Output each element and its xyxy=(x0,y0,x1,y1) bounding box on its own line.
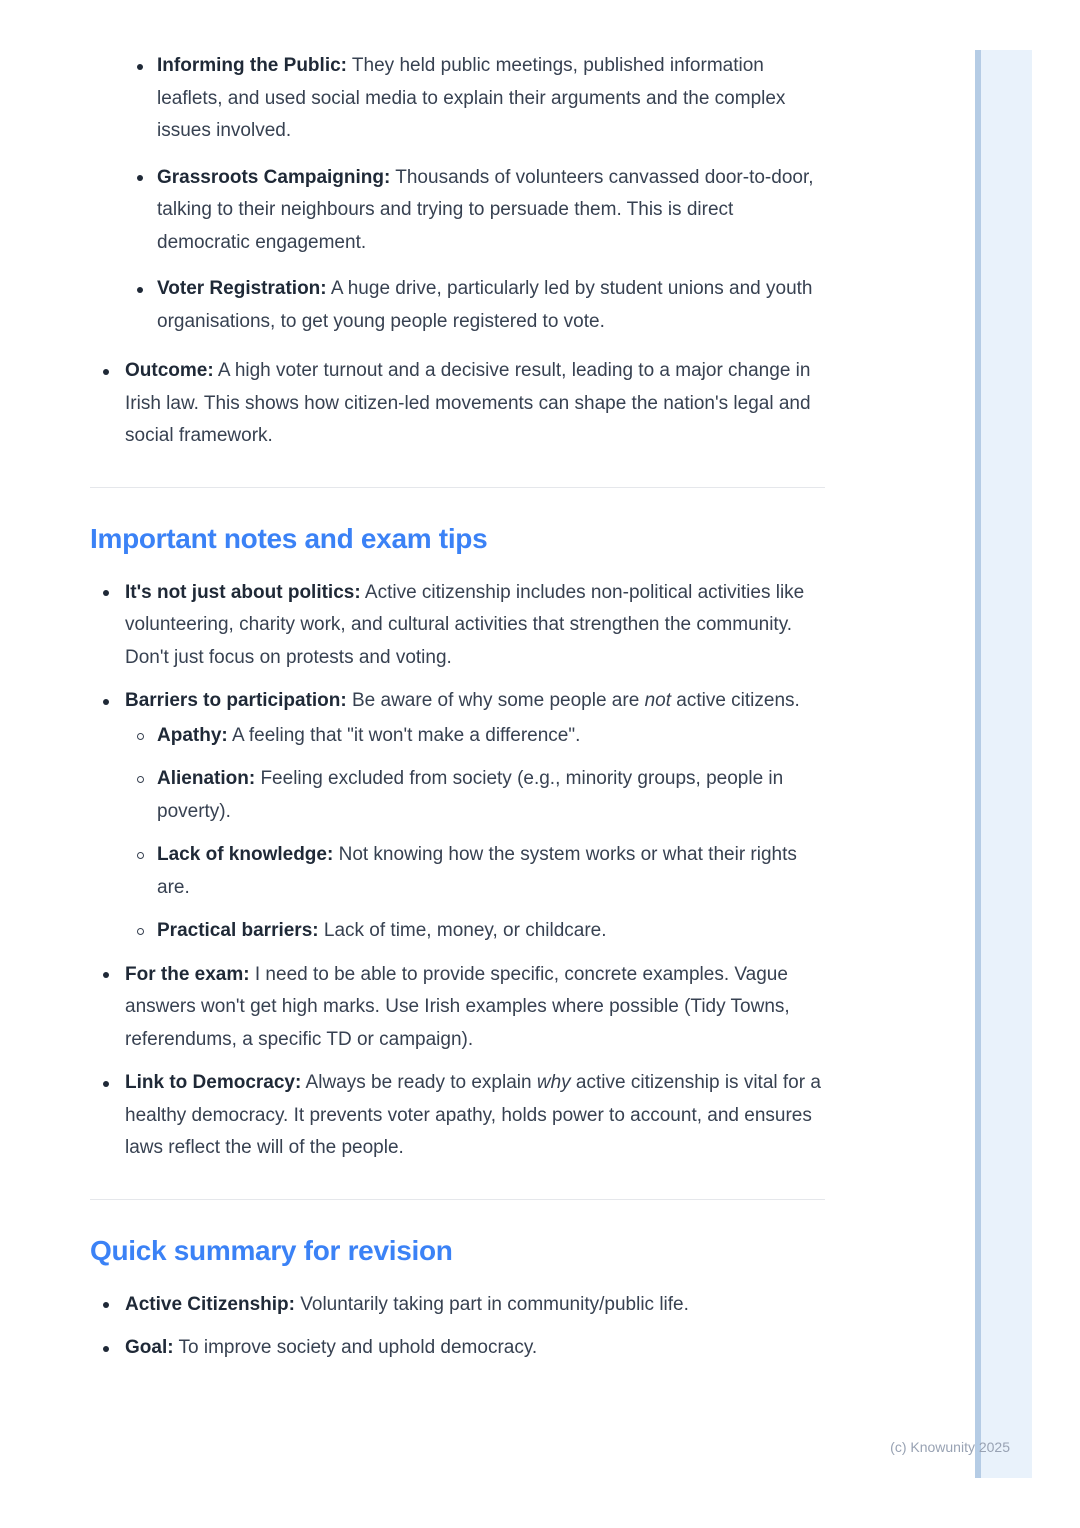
list-item xyxy=(90,273,825,338)
section-heading-exam-tips: Important notes and exam tips xyxy=(90,522,488,554)
item-label: Outcome: xyxy=(125,360,214,381)
item-label: Practical barriers: xyxy=(157,920,319,941)
bullet-icon xyxy=(103,1346,109,1352)
list-item xyxy=(90,685,825,948)
item-label: For the exam: xyxy=(125,963,250,985)
item-label: Active Citizenship: xyxy=(125,1293,295,1315)
item-text: They held public meetings, published information leaflets, and used social media to explain their arguments and the complex issues involved. xyxy=(157,55,786,141)
list-item xyxy=(125,720,825,753)
copyright-footer: (c) Knowunity 2025 xyxy=(890,1439,1010,1455)
page-edge-highlight xyxy=(981,50,1032,1478)
item-label: Goal: xyxy=(125,1337,174,1358)
item-italic-text: not xyxy=(644,690,671,711)
item-text: Lack of time, money, or childcare. xyxy=(318,920,607,941)
item-text: Not knowing how the system works or what their rights are. xyxy=(157,844,797,898)
bullet-icon xyxy=(103,369,109,375)
list-item xyxy=(90,1332,825,1365)
item-text: A high voter turnout and a decisive result, leading to a major change in Irish law. This shows how citizen-led movements can shape the nation's legal and social framework. xyxy=(125,360,811,446)
list-item xyxy=(90,959,825,1057)
item-label: Apathy: xyxy=(157,724,228,746)
bullet-icon xyxy=(103,1302,109,1308)
bullet-icon xyxy=(103,1081,109,1087)
outcome-list xyxy=(90,355,825,453)
item-text: Feeling excluded from society (e.g., minority groups, people in poverty). xyxy=(157,768,784,822)
item-label: It's not just about politics: xyxy=(125,581,361,603)
section-heading-quick-summary: Quick summary for revision xyxy=(90,1234,453,1266)
bullet-icon xyxy=(103,972,109,978)
section-divider xyxy=(90,487,825,488)
item-text: Be aware of why some people are xyxy=(346,690,645,711)
circle-bullet-icon xyxy=(137,928,144,935)
item-label: Voter Registration: xyxy=(157,278,327,299)
list-item xyxy=(125,839,825,904)
bullet-icon xyxy=(137,64,143,70)
item-label: Grassroots Campaigning: xyxy=(157,166,391,188)
item-text: I need to be able to provide specific, concrete examples. Vague answers won't get high marks. Use Irish examples where possible (Tidy Towns, referendums, a specific TD or campaign). xyxy=(125,963,790,1050)
circle-bullet-icon xyxy=(137,733,144,740)
campaign-methods-list xyxy=(90,50,825,338)
list-item xyxy=(125,915,825,948)
list-item xyxy=(90,1289,825,1322)
item-label: Lack of knowledge: xyxy=(157,844,334,865)
item-text: Voluntarily taking part in community/public life. xyxy=(294,1293,689,1315)
circle-bullet-icon xyxy=(137,776,144,783)
item-text: Thousands of volunteers canvassed door-to-door, talking to their neighbours and trying to persuade them. This is direct democratic engagement. xyxy=(157,166,814,253)
list-item xyxy=(90,577,825,675)
item-text: active citizens. xyxy=(670,690,800,711)
item-label: Barriers to participation: xyxy=(125,690,347,711)
item-label: Link to Democracy: xyxy=(125,1072,302,1093)
item-text: A feeling that "it won't make a difference". xyxy=(227,724,581,746)
document-content xyxy=(90,0,825,1365)
list-item xyxy=(90,162,825,260)
list-item xyxy=(125,763,825,828)
exam-tips-list xyxy=(90,577,825,1165)
item-text: Active citizenship includes non-political activities like volunteering, charity work, and cultural activities that strengthen the community. Don't just focus on protests and voting. xyxy=(125,581,805,668)
item-text: Always be ready to explain xyxy=(301,1072,537,1093)
item-text: A huge drive, particularly led by student unions and youth organisations, to get young people registered to vote. xyxy=(157,278,813,332)
item-italic-text: why xyxy=(536,1072,571,1093)
circle-bullet-icon xyxy=(137,852,144,859)
quick-summary-list xyxy=(90,1289,825,1365)
bullet-icon xyxy=(103,699,109,705)
item-label: Informing the Public: xyxy=(157,55,347,76)
bullet-icon xyxy=(137,287,143,293)
section-divider xyxy=(90,1199,825,1200)
item-text: To improve society and uphold democracy. xyxy=(173,1337,538,1358)
list-item xyxy=(90,355,825,453)
item-text: active citizenship is vital for a healthy democracy. It prevents voter apathy, holds power to account, and ensures laws reflect the will of the people. xyxy=(125,1072,821,1158)
bullet-icon xyxy=(137,175,143,181)
list-item xyxy=(90,1067,825,1165)
list-item xyxy=(90,50,825,148)
barriers-sublist xyxy=(125,720,825,948)
item-label: Alienation: xyxy=(157,768,256,789)
bullet-icon xyxy=(103,590,109,596)
